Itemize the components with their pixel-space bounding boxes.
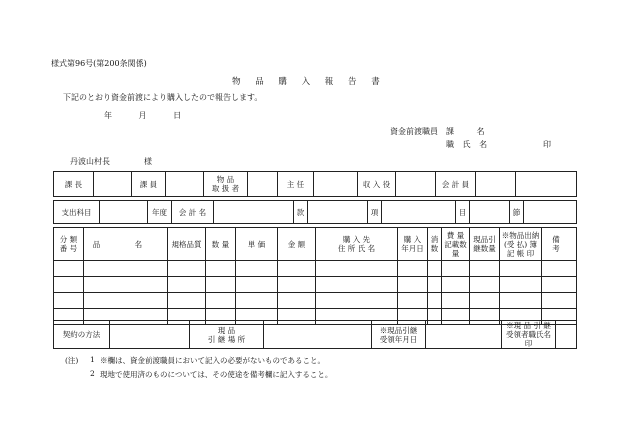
- shunyueki-stamp-cell[interactable]: [396, 172, 436, 197]
- table-cell[interactable]: [470, 261, 500, 277]
- genpin-hiki-line1: 現品引: [473, 235, 496, 244]
- table-cell[interactable]: [442, 261, 470, 277]
- table-cell[interactable]: [54, 293, 84, 309]
- table-row: [54, 293, 577, 309]
- shutsunou-line3: 記 帳 印: [506, 248, 535, 258]
- kou-value[interactable]: [382, 201, 456, 224]
- moku-label: 目: [456, 201, 470, 224]
- shomei-label: [502, 321, 556, 349]
- table-cell[interactable]: [316, 277, 398, 293]
- note-2-number: 2: [90, 369, 95, 378]
- buppin-toriatsukai-label: [204, 172, 248, 197]
- note-1: ※欄は、資金前渡職員において記入の必要がないものであること。: [100, 356, 325, 365]
- table-cell[interactable]: [278, 261, 316, 277]
- genpin-basho-value[interactable]: [264, 321, 372, 349]
- shomei-value[interactable]: [556, 321, 577, 349]
- kou-label: 項: [368, 201, 382, 224]
- konyusaki-line2: 住 所 氏 名: [337, 244, 376, 253]
- shomei-line2: 受領者職氏名印: [506, 330, 551, 348]
- konyusaki-header: [316, 228, 398, 261]
- keiyaku-value[interactable]: [110, 321, 190, 349]
- hihiki-header: [442, 228, 470, 261]
- genpin-hiki-header: [470, 228, 500, 261]
- table-cell[interactable]: [470, 277, 500, 293]
- item-table: [53, 227, 577, 325]
- kaikei-mei-label: 会 計 名: [172, 201, 214, 224]
- table-cell[interactable]: [398, 261, 428, 277]
- setsu-label: 節: [510, 201, 524, 224]
- table-cell[interactable]: [84, 293, 168, 309]
- contract-table: [53, 320, 577, 349]
- kingaku-header: 金 額: [278, 228, 316, 261]
- uketori-date-label: [372, 321, 426, 349]
- intro-text: 下記のとおり資金前渡により購入したので報告します。: [63, 93, 263, 102]
- nendo-label: 年度: [148, 201, 172, 224]
- table-cell[interactable]: [542, 293, 577, 309]
- bunrui-header-line1: 分 類: [59, 235, 78, 244]
- table-cell[interactable]: [54, 277, 84, 293]
- table-row: [54, 277, 577, 293]
- shutsunou-header: [500, 228, 542, 261]
- table-cell[interactable]: [278, 293, 316, 309]
- genpin-basho-line2: 引 継 場 所: [207, 334, 246, 344]
- kaikei-mei-value[interactable]: [214, 201, 294, 224]
- note-2: 現地で使用済のものについては、その使途を備考欄に記入すること。: [100, 370, 333, 379]
- nendo-value[interactable]: [100, 201, 148, 224]
- buppin-label-line1: 物 品: [216, 175, 235, 184]
- shomei-line1: ※現 品 引 継: [506, 321, 551, 330]
- table-cell[interactable]: [428, 277, 442, 293]
- table-cell[interactable]: [168, 261, 206, 277]
- shunyueki-label: 収 入 役: [358, 172, 396, 197]
- genpin-hiki-line2: 継数量: [473, 244, 496, 253]
- hinmei-header: 品 名: [84, 228, 168, 261]
- konyu-date-line1: 購 入: [403, 235, 422, 244]
- approval-table: [53, 171, 577, 197]
- table-cell[interactable]: [84, 277, 168, 293]
- moku-value[interactable]: [470, 201, 510, 224]
- table-cell[interactable]: [278, 277, 316, 293]
- table-cell[interactable]: [398, 277, 428, 293]
- table-cell[interactable]: [442, 293, 470, 309]
- table-row: [54, 261, 577, 277]
- shutsunou-line2: (受 払) 簿: [503, 239, 538, 249]
- table-cell[interactable]: [54, 261, 84, 277]
- table-cell[interactable]: [236, 277, 278, 293]
- buppin-label-line2: 取 扱 者: [211, 184, 240, 193]
- page-title: 物 品 購 入 報 告 書: [232, 77, 386, 87]
- table-cell[interactable]: [168, 293, 206, 309]
- table-cell[interactable]: [428, 293, 442, 309]
- kikaku-header: 規格品質: [168, 228, 206, 261]
- shohi-line2: 数: [430, 244, 439, 253]
- seal-label: 印: [543, 140, 551, 149]
- setsu-value[interactable]: [524, 201, 577, 224]
- note-1-number: 1: [90, 355, 95, 364]
- note-prefix: (注): [65, 356, 79, 365]
- table-cell[interactable]: [316, 293, 398, 309]
- konyusaki-line1: 購 入 先: [342, 235, 371, 244]
- table-cell[interactable]: [542, 277, 577, 293]
- form-number: 様式第96号(第200条関係): [51, 59, 147, 68]
- uketori-date-value[interactable]: [426, 321, 502, 349]
- officer-label: 資金前渡職員: [390, 127, 438, 136]
- kacho-label: 課 長: [54, 172, 94, 197]
- hihiki-line2: 記載数量: [444, 239, 467, 258]
- shutsunou-line1: ※物品出納: [501, 230, 540, 240]
- table-cell[interactable]: [428, 261, 442, 277]
- table-cell[interactable]: [206, 293, 236, 309]
- shunin-stamp-cell[interactable]: [314, 172, 358, 197]
- hihiki-line1: 費 量: [446, 230, 465, 240]
- honorific: 様: [144, 157, 152, 166]
- table-cell[interactable]: [206, 277, 236, 293]
- kaikeiin-label: 会 計 員: [436, 172, 476, 197]
- table-cell[interactable]: [542, 261, 577, 277]
- kacho-stamp-cell[interactable]: [94, 172, 132, 197]
- name-label: 職 氏 名: [446, 140, 491, 149]
- table-cell[interactable]: [500, 261, 542, 277]
- kan-value[interactable]: [308, 201, 368, 224]
- bunrui-header-line2: 番 号: [59, 244, 78, 253]
- shishutsu-kamoku-label: 支出科目: [54, 201, 100, 224]
- keiyaku-label: 契約の方法: [54, 321, 110, 349]
- uketori-date-line1: ※現品引継: [379, 325, 418, 335]
- table-cell[interactable]: [500, 277, 542, 293]
- table-cell[interactable]: [316, 261, 398, 277]
- table-cell[interactable]: [442, 277, 470, 293]
- shohi-line1: 消: [430, 235, 439, 244]
- konyu-date-line2: 年月日: [401, 244, 424, 253]
- buppin-stamp-cell[interactable]: [248, 172, 278, 197]
- genpin-basho-label: [190, 321, 264, 349]
- table-cell[interactable]: [168, 277, 206, 293]
- biko-header: 備 考: [542, 228, 577, 261]
- bunrui-header: [54, 228, 84, 261]
- genpin-basho-line1: 現 品: [217, 325, 236, 335]
- shohi-header: [428, 228, 442, 261]
- rank-label: 課 名: [446, 127, 495, 136]
- kain-label: 課 員: [132, 172, 166, 197]
- uketori-date-line2: 受領年月日: [379, 334, 418, 344]
- addressee: 丹波山村長: [70, 157, 110, 166]
- table-cell[interactable]: [84, 261, 168, 277]
- table-cell[interactable]: [470, 293, 500, 309]
- date-line: 年 月 日: [104, 111, 194, 120]
- table-cell[interactable]: [236, 261, 278, 277]
- shunin-label: 主 任: [278, 172, 314, 197]
- extra-stamp-cell[interactable]: [516, 172, 577, 197]
- kain-stamp-cell[interactable]: [166, 172, 204, 197]
- table-cell[interactable]: [206, 261, 236, 277]
- kaikeiin-stamp-cell[interactable]: [476, 172, 516, 197]
- table-cell[interactable]: [398, 293, 428, 309]
- tanka-header: 単 価: [236, 228, 278, 261]
- kan-label: 款: [294, 201, 308, 224]
- table-cell[interactable]: [236, 293, 278, 309]
- account-table: [53, 200, 577, 224]
- suryo-header: 数 量: [206, 228, 236, 261]
- table-cell[interactable]: [500, 293, 542, 309]
- konyu-date-header: [398, 228, 428, 261]
